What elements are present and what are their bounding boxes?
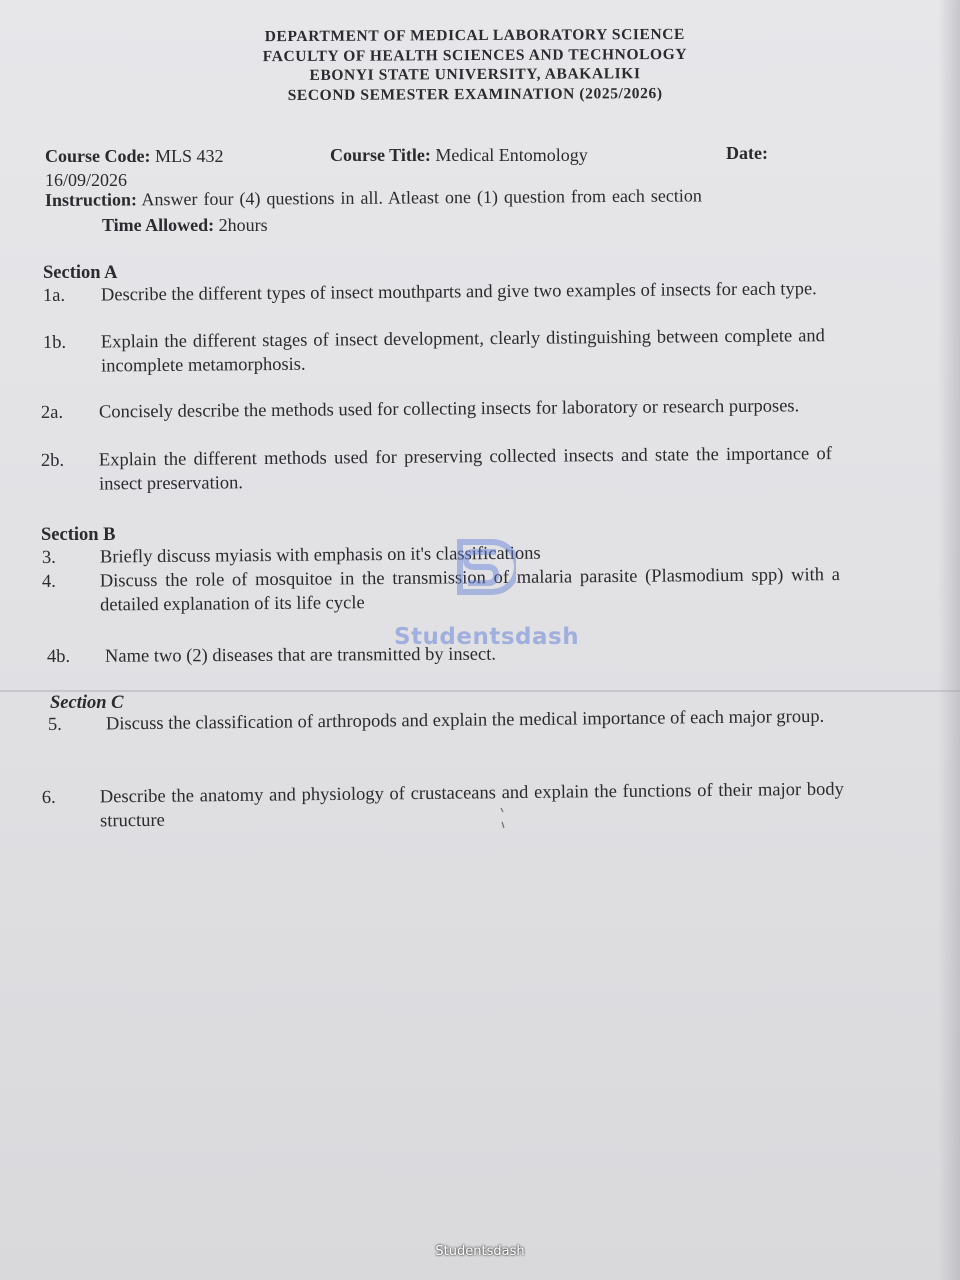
course-title-label: Course Title:: [330, 145, 431, 165]
question-number: 1a.: [42, 285, 66, 306]
university-name: EBONYI STATE UNIVERSITY, ABAKALIKI: [309, 65, 641, 84]
question-1a: [43, 277, 825, 308]
course-title: [330, 145, 588, 166]
question-text: Describe the anatomy and physiology of crustaceans and explain the functions of their major body structure: [99, 779, 844, 832]
question-number: 2b.: [40, 450, 65, 472]
faculty-name: FACULTY OF HEALTH SCIENCES AND TECHNOLOGY: [262, 45, 688, 65]
question-1b: [43, 324, 825, 379]
instruction: [45, 185, 702, 211]
question-text: Briefly discuss myiasis with emphasis on it's classifications: [99, 543, 541, 568]
question-5: [48, 705, 836, 737]
instruction-text: Answer four (4) questions in all. Atleast one (1) question from each section: [141, 185, 702, 210]
question-number: 4.: [41, 571, 56, 593]
date-value: 16/09/2026: [45, 170, 128, 190]
question-text: Describe the different types of insect mouthparts and give two examples of insects for each type.: [100, 279, 817, 306]
watermark: [394, 536, 580, 656]
question-number: 5.: [47, 714, 62, 735]
question-2a: [41, 394, 830, 425]
time-allowed-value: 2hours: [218, 215, 268, 235]
watermark-text: Studentsdash: [394, 624, 580, 650]
question-text: Concisely describe the methods used for collecting insects for laboratory or research purposes.: [98, 396, 800, 423]
studentsdash-logo-icon: [452, 536, 516, 598]
department-name: DEPARTMENT OF MEDICAL LABORATORY SCIENCE: [264, 25, 685, 46]
question-number: 6.: [41, 787, 56, 809]
exam-header: [0, 23, 960, 106]
paper-edge-shadow: [938, 0, 960, 1280]
question-text: Discuss the classification of arthropods and explain the medical importance of each major group.: [105, 706, 825, 735]
instruction-label: Instruction:: [44, 189, 138, 210]
course-code: [45, 146, 224, 167]
paper-fold-line: [0, 690, 960, 692]
course-title-value: Medical Entomology: [435, 145, 588, 165]
time-allowed-label: Time Allowed:: [102, 215, 215, 235]
question-text: Discuss the role of mosquitoe in the transmission of malaria parasite (Plasmodium spp) with a detailed explanation of its life cycle: [99, 565, 840, 616]
question-number: 4b.: [46, 646, 71, 667]
date-label: Date:: [726, 143, 768, 163]
question-text: Explain the different methods used for preserving collected insects and state the importance of insect preservation.: [98, 444, 832, 495]
question-6: [42, 778, 844, 834]
question-text: Explain the different stages of insect development, clearly distinguishing between complete and incomplete metamorphosis.: [100, 326, 825, 377]
section-c-title: Section C: [50, 693, 124, 713]
question-number: 1b.: [42, 332, 67, 354]
question-number: 3.: [41, 547, 56, 568]
time-allowed: [102, 215, 268, 236]
question-text: Name two (2) diseases that are transmitted by insect.: [104, 644, 496, 667]
exam-title: SECOND SEMESTER EXAMINATION (2025/2026): [287, 84, 663, 104]
section-a-title: Section A: [43, 263, 118, 283]
course-code-label: Course Code:: [45, 146, 151, 166]
question-2b: [41, 442, 832, 497]
footer-watermark: Studentsdash: [435, 1244, 525, 1259]
ink-mark: [498, 806, 506, 830]
section-b-title: Section B: [41, 525, 116, 545]
question-number: 2a.: [40, 402, 64, 423]
course-code-value: MLS 432: [155, 146, 224, 166]
